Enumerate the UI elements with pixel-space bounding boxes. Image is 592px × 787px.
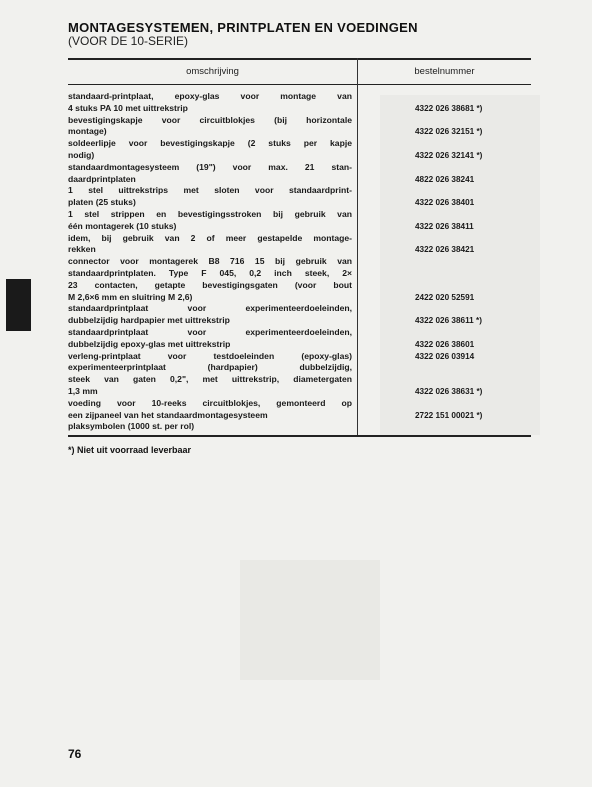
description-line: soldeerlipje voor bevestigingskapje (2 stuks per kapje bbox=[68, 138, 352, 149]
bleed-through-shadow bbox=[380, 95, 540, 435]
order-number: 2422 020 52591 bbox=[415, 292, 475, 302]
page-title: MONTAGESYSTEMEN, PRINTPLATEN EN VOEDINGEN bbox=[68, 20, 418, 35]
section-tab-marker bbox=[6, 279, 31, 331]
description-line: dubbelzijdig epoxy-glas met uittrekstrip bbox=[68, 338, 231, 349]
description-line: 1 stel strippen en bevestigingsstroken bij gebruik van bbox=[68, 208, 352, 219]
page-subtitle: (VOOR DE 10-SERIE) bbox=[68, 34, 189, 48]
description-line: verleng-printplaat voor testdoeleinden (epoxy-glas) bbox=[68, 350, 352, 361]
description-line: dubbelzijdig hardpapier met uittrekstrip bbox=[68, 315, 230, 326]
order-number: 2722 151 00021 *) bbox=[415, 410, 483, 420]
column-header-description: omschrijving bbox=[186, 66, 239, 77]
table-column-divider bbox=[357, 58, 358, 436]
order-number: 4322 026 38631 *) bbox=[415, 387, 483, 396]
description-line: 23 contacten, getapte bevestigingsgaten (voor bout bbox=[68, 279, 352, 290]
order-number: 4322 026 38601 bbox=[415, 339, 475, 349]
page-number: 76 bbox=[68, 747, 82, 761]
description-line: idem, bij gebruik van 2 of meer gestapelde montage- bbox=[68, 232, 352, 243]
description-line: standaardprintplaten. Type F 045, 0,2 inch steek, 2× bbox=[68, 267, 352, 278]
order-number: 4322 026 38681 *) bbox=[415, 103, 483, 113]
description-line: experimenteerprintplaat (hardpapier) dubbelzijdig, bbox=[68, 362, 352, 373]
description-line: bevestigingskapje voor circuitblokjes (bij horizontale bbox=[68, 114, 352, 125]
order-number: 4322 026 03914 bbox=[415, 351, 475, 361]
bleed-through-shadow bbox=[240, 560, 380, 680]
description-line: 1 stel uittrekstrips met sloten voor standaardprint- bbox=[68, 185, 352, 196]
order-number: 4322 026 38401 bbox=[415, 198, 475, 208]
description-line: M 2,6×6 mm en sluitring M 2,6) bbox=[68, 291, 193, 302]
description-line: één montagerek (10 stuks) bbox=[68, 220, 177, 231]
order-number: 4322 026 38411 bbox=[415, 221, 474, 231]
description-line: plaksymbolen (1000 st. per rol) bbox=[68, 421, 195, 432]
description-line: rekken bbox=[68, 244, 96, 255]
description-line: 1,3 mm bbox=[68, 385, 98, 396]
order-number: 4322 026 38611 *) bbox=[415, 316, 482, 326]
description-line: connector voor montagerek B8 716 15 bij gebruik van bbox=[68, 256, 352, 267]
description-line: nodig) bbox=[68, 149, 95, 160]
order-number: 4822 026 38241 bbox=[415, 174, 475, 184]
description-line: voeding voor 10-reeks circuitblokjes, gemonteerd op bbox=[68, 397, 352, 408]
table-header-rule bbox=[68, 84, 531, 85]
description-line: standaard-printplaat, epoxy-glas voor montage van bbox=[68, 91, 352, 101]
description-line: standaardprintplaat voor experimenteerdoeleinden, bbox=[68, 326, 352, 337]
description-line: platen (25 stuks) bbox=[68, 197, 136, 208]
description-line: steek van gaten 0,2", met uittrekstrip, diametergaten bbox=[68, 374, 352, 385]
order-number: 4322 026 32151 *) bbox=[415, 127, 483, 137]
description-line: standaardmontagesysteem (19") voor max. 21 stan- bbox=[68, 161, 352, 172]
description-line: daardprintplaten bbox=[68, 173, 136, 184]
order-number: 4322 026 38421 bbox=[415, 245, 475, 255]
column-header-order-number: bestelnummer bbox=[414, 66, 475, 77]
description-line: een zijpaneel van het standaardmontagesysteem bbox=[68, 409, 268, 420]
description-line: montage) bbox=[68, 126, 107, 137]
description-column bbox=[68, 91, 352, 433]
order-number: 4322 026 32141 *) bbox=[415, 151, 483, 160]
table-top-rule bbox=[68, 58, 531, 60]
footnote: *) Niet uit voorraad leverbaar bbox=[68, 445, 192, 455]
table-bottom-rule bbox=[68, 435, 531, 437]
description-line: standaardprintplaat voor experimenteerdoeleinden, bbox=[68, 303, 352, 314]
description-line: 4 stuks PA 10 met uittrekstrip bbox=[68, 102, 188, 113]
